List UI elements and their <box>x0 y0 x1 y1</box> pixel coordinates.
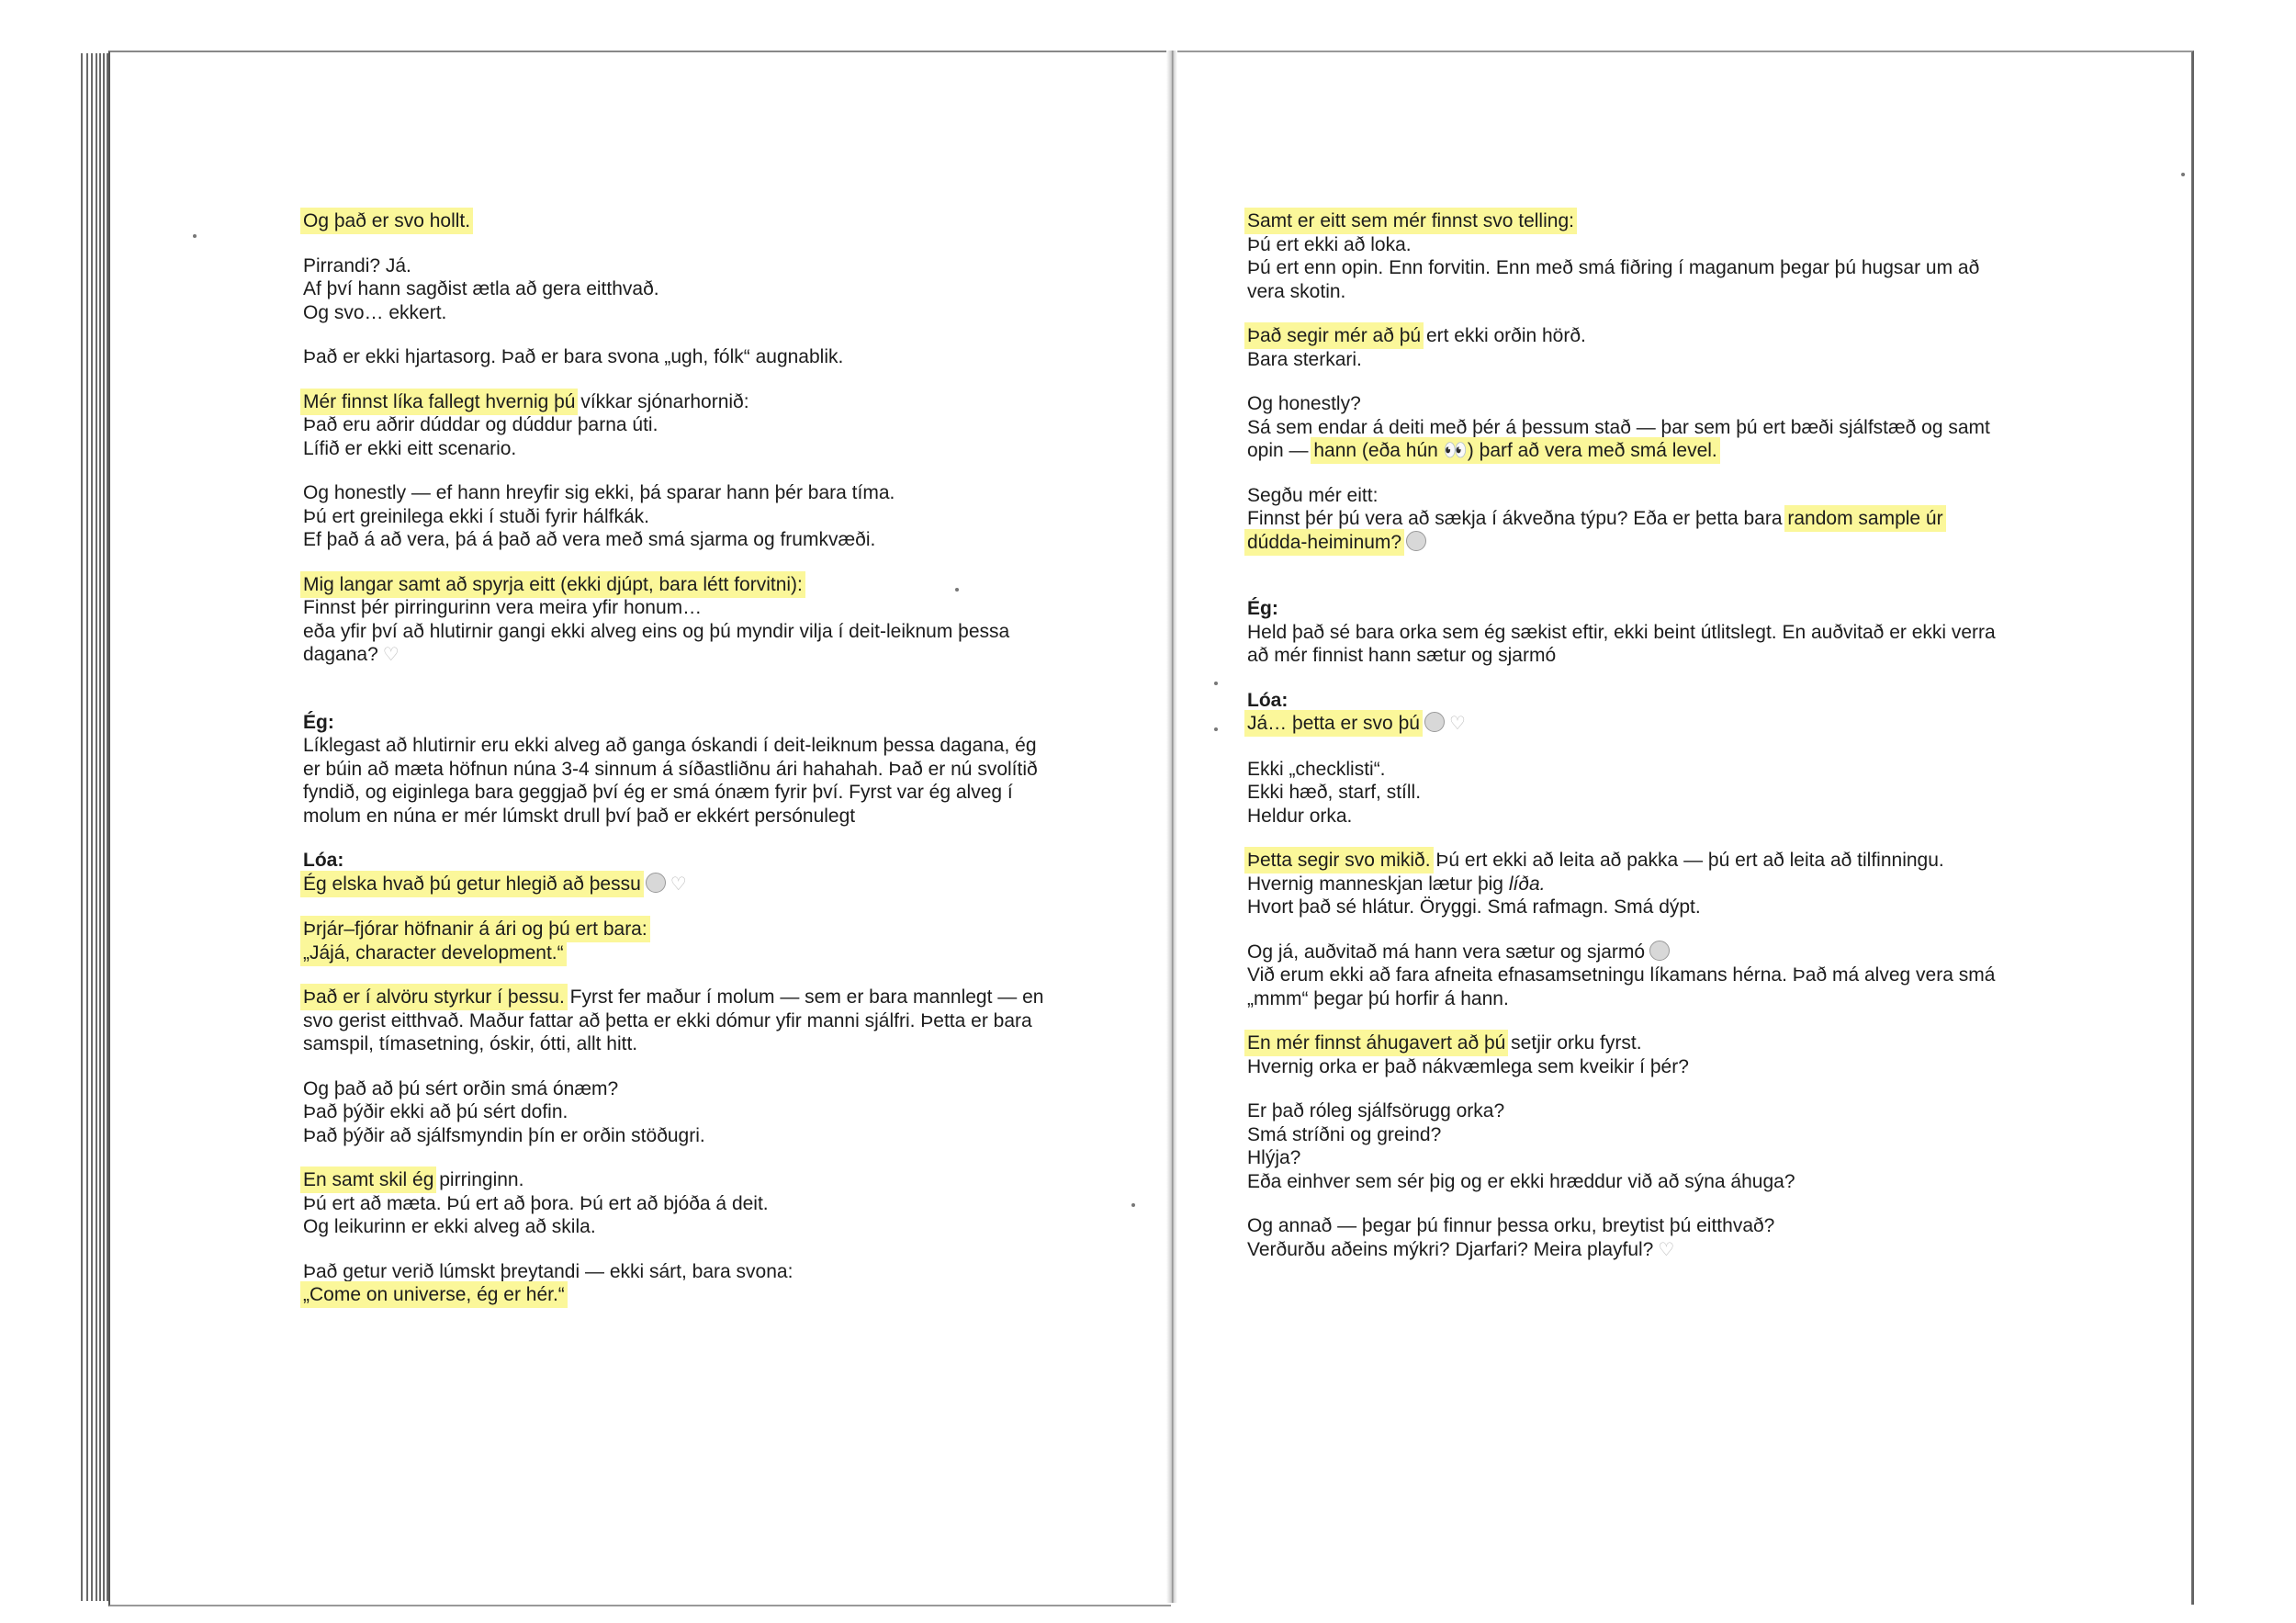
line-text: Það eru aðrir dúddar og dúddur þarna úti. <box>303 414 658 435</box>
text-block <box>1247 392 2074 463</box>
text-line <box>1247 712 2074 737</box>
italic-text: líða. <box>1508 873 1546 895</box>
highlighted-text: „Jájá, character development.“ <box>303 941 564 964</box>
text-line <box>303 301 1111 325</box>
text-line <box>303 277 1111 301</box>
line-text: vera skotin. <box>1247 280 1346 302</box>
text-line <box>1247 621 2074 645</box>
line-text: Ekki hæð, starf, stíll. <box>1247 782 1422 803</box>
line-text: Þú ert ekki að loka. <box>1247 233 1412 255</box>
line-text: svo gerist eitthvað. Maður fattar að þetta er ekki dómur yfir manni sjálfri. Þetta er bara <box>303 1009 1032 1031</box>
speaker-label: Lóa: <box>303 850 344 871</box>
text-block <box>303 711 1111 828</box>
text-line <box>1247 392 2074 416</box>
line-text: Held það sé bara orka sem ég sækist eftir, ekki beint útlitslegt. En auðvitað er ekki verra <box>1247 621 1996 643</box>
text-line <box>303 1192 1111 1216</box>
speaker-label: Lóa: <box>1247 689 1289 711</box>
text-line <box>303 528 1111 552</box>
text-line <box>303 390 1111 414</box>
line-text: Sá sem endar á deiti með þér á þessum stað — þar sem þú ert bæði sjálfstæð og samt <box>1247 416 1990 438</box>
text-line <box>303 505 1111 529</box>
line-text: Hlýja? <box>1247 1147 1301 1168</box>
line-text: Verðurðu aðeins mýkri? Djarfari? Meira playful? <box>1247 1238 1654 1260</box>
line-text: Ef það á að vera, þá á það að vera með smá sjarma og frumkvæði. <box>303 529 876 550</box>
line-text: „mmm“ þegar þú horfir á hann. <box>1247 987 1509 1009</box>
text-line <box>303 734 1111 758</box>
heart-icon: ♡ <box>382 645 400 665</box>
line-text: Hvernig manneskjan lætur þig <box>1247 873 1509 895</box>
line-text: Og já, auðvitað má hann vera sætur og sjarmó <box>1247 941 1646 963</box>
book-gutter <box>1166 51 1177 1603</box>
text-line <box>1247 256 2074 280</box>
highlighted-text: dúdda-heiminum? <box>1247 531 1402 553</box>
line-text: Það þýðir að sjálfsmyndin þín er orðin stöðugri. <box>303 1124 705 1146</box>
text-line <box>1247 324 2074 348</box>
text-block <box>303 481 1111 552</box>
text-line <box>1247 781 2074 805</box>
text-line <box>1247 1170 2074 1194</box>
text-block <box>303 918 1111 964</box>
text-block <box>1247 941 2074 1011</box>
text-line <box>303 758 1111 782</box>
line-text: Lífið er ekki eitt scenario. <box>303 437 517 459</box>
highlighted-text: Það er í alvöru styrkur í þessu. <box>303 986 565 1008</box>
text-line <box>1247 416 2074 440</box>
text-block <box>1247 1099 2074 1193</box>
text-block <box>303 390 1111 461</box>
line-text: dagana? <box>303 644 378 665</box>
line-text: Af því hann sagðist ætla að gera eitthvað. <box>303 278 659 299</box>
line-text: fyndið, og eiginlega bara geggjað því ég er smá ónæm fyrir því. Fyrst var ég alveg í <box>303 782 1013 803</box>
line-text: Það getur verið lúmskt þreytandi — ekki sárt, bara svona: <box>303 1260 793 1282</box>
line-text: Ekki „checklisti“. <box>1247 758 1386 780</box>
text-block <box>1247 1031 2074 1078</box>
highlighted-text: „Come on universe, ég er hér.“ <box>303 1284 565 1305</box>
line-text: Þú ert að mæta. Þú ert að þora. Þú ert að bjóða á deit. <box>303 1192 769 1214</box>
scan-speck <box>1214 727 1218 731</box>
line-text: Smá stríðni og greind? <box>1247 1123 1442 1145</box>
line-text: pirringinn. <box>433 1169 524 1190</box>
line-text: Hvernig orka er það nákvæmlega sem kveikir í þér? <box>1247 1055 1689 1077</box>
text-line <box>1247 484 2074 508</box>
scan-speck <box>1214 682 1218 685</box>
text-line <box>1247 1099 2074 1123</box>
text-line <box>303 941 1111 965</box>
line-text: Fyrst fer maður í molum — sem er bara mannlegt — en <box>564 986 1044 1008</box>
text-line <box>303 596 1111 620</box>
text-line <box>303 1260 1111 1284</box>
text-line <box>303 437 1111 461</box>
line-text: ert ekki orðin hörð. <box>1421 325 1586 346</box>
text-line <box>303 1032 1111 1056</box>
line-text: Þú ert ekki að leita að pakka — þú ert að leita að tilfinningu. <box>1430 850 1944 871</box>
text-line <box>303 413 1111 437</box>
line-text: molum en núna er mér lúmskt drull því það er ekkért persónulegt <box>303 805 856 827</box>
line-text: Það er ekki hjartasorg. Það er bara svona „ugh, fólk“ augnablik. <box>303 346 844 367</box>
line-text: Og leikurinn er ekki alveg að skila. <box>303 1216 596 1237</box>
block-spacer <box>1247 575 2074 597</box>
text-line <box>1247 987 2074 1011</box>
text-line <box>1247 233 2074 257</box>
text-line <box>303 1168 1111 1192</box>
text-line <box>303 1100 1111 1124</box>
highlighted-text: Þrjár–fjórar höfnanir á ári og þú ert bara: <box>303 919 647 940</box>
text-line <box>1247 209 2074 233</box>
text-block <box>1247 597 2074 668</box>
scan-speck <box>955 588 959 592</box>
speaker-label: Ég: <box>303 711 334 733</box>
line-text: Það þýðir ekki að þú sért dofin. <box>303 1101 568 1122</box>
line-text: Pirrandi? Já. <box>303 254 411 276</box>
text-block <box>303 849 1111 896</box>
text-line <box>1247 873 2074 896</box>
text-line <box>1247 964 2074 987</box>
block-spacer <box>303 689 1111 711</box>
highlighted-text: Mér finnst líka fallegt hvernig þú <box>303 390 576 412</box>
heart-icon: ♡ <box>670 873 687 895</box>
text-line <box>303 345 1111 369</box>
line-text: Við erum ekki að fara afneita efnasamsetningu líkamans hérna. Það má alveg vera smá <box>1247 964 1996 986</box>
text-line <box>303 1283 1111 1307</box>
highlighted-text: hann (eða hún 👀) þarf að vera með smá level. <box>1313 440 1717 461</box>
text-line <box>1247 507 2074 531</box>
text-line <box>1247 280 2074 304</box>
line-text: Eða einhver sem sér þig og er ekki hræddur við að sýna áhuga? <box>1247 1170 1795 1192</box>
highlighted-text: En mér finnst áhugavert að þú <box>1247 1032 1506 1054</box>
text-line <box>303 573 1111 597</box>
line-text: samspil, tímasetning, óskir, ótti, allt hitt. <box>303 1033 638 1054</box>
line-text: Og annað — þegar þú finnur þessa orku, breytist þú eitthvað? <box>1247 1215 1775 1236</box>
scan-speck <box>2181 173 2185 176</box>
line-text: Hvort það sé hlátur. Öryggi. Smá rafmagn. Smá dýpt. <box>1247 896 1701 918</box>
line-text: Og það að þú sért orðin smá ónæm? <box>303 1077 619 1099</box>
text-block <box>303 1077 1111 1148</box>
text-line <box>303 209 1111 233</box>
line-text: Og honestly — ef hann hreyfir sig ekki, þá sparar hann þér bara tíma. <box>303 482 895 503</box>
line-text: Finnst þér pirringurinn vera meira yfir honum… <box>303 597 703 618</box>
text-line <box>303 986 1111 1009</box>
scan-speck <box>193 234 197 238</box>
text-block <box>303 254 1111 325</box>
highlighted-text: Og það er svo hollt. <box>303 210 471 231</box>
scan-speck <box>1131 1203 1135 1207</box>
text-line <box>1247 1055 2074 1079</box>
line-text: Heldur orka. <box>1247 805 1353 827</box>
text-block <box>303 209 1111 233</box>
right-page-text <box>1247 209 2074 1283</box>
highlighted-text: Ég elska hvað þú getur hlegið að þessu <box>303 873 641 895</box>
text-line <box>303 805 1111 828</box>
text-line <box>1247 1214 2074 1238</box>
text-line <box>1247 439 2074 463</box>
left-page-text <box>303 209 1111 1328</box>
line-text: Er það róleg sjálfsörugg orka? <box>1247 1100 1505 1121</box>
text-line <box>303 1124 1111 1148</box>
text-line <box>303 643 1111 668</box>
smiling-face-icon <box>1406 531 1426 551</box>
line-text: Þú ert enn opin. Enn forvitin. Enn með smá fiðring í maganum þegar þú hugsar um að <box>1247 257 1980 278</box>
text-line <box>303 481 1111 505</box>
highlighted-text: Samt er eitt sem mér finnst svo telling: <box>1247 210 1574 231</box>
line-text: Finnst þér þú vera að sækja í ákveðna týpu? Eða er þetta bara <box>1247 508 1788 529</box>
text-line <box>1247 896 2074 919</box>
text-line <box>1247 1031 2074 1055</box>
text-line <box>303 620 1111 644</box>
highlighted-text: Það segir mér að þú <box>1247 325 1422 346</box>
smirk-face-icon <box>1649 941 1670 961</box>
text-line <box>303 1077 1111 1101</box>
text-block <box>303 986 1111 1056</box>
text-block <box>1247 758 2074 828</box>
text-line <box>1247 941 2074 964</box>
highlighted-text: Mig langar samt að spyrja eitt (ekki djúpt, bara létt forvitni): <box>303 573 803 595</box>
text-line <box>1247 348 2074 372</box>
heart-icon: ♡ <box>1658 1239 1675 1260</box>
line-text: víkkar sjónarhornið: <box>575 390 749 412</box>
text-block <box>303 1168 1111 1239</box>
line-text: Líklegast að hlutirnir eru ekki alveg að ganga óskandi í deit-leiknum þessa dagana, ég <box>303 735 1037 756</box>
text-line <box>303 1215 1111 1239</box>
relieved-face-icon <box>1424 712 1445 732</box>
text-line <box>1247 531 2074 555</box>
highlighted-text: En samt skil ég <box>303 1169 434 1190</box>
speaker-label: Ég: <box>1247 598 1278 619</box>
line-text: að mér finnist hann sætur og sjarmó <box>1247 645 1557 666</box>
line-text: er búin að mæta höfnun núna 3-4 sinnum á síðastliðnu ári hahahah. Það er nú svolítið <box>303 758 1038 780</box>
highlighted-text: random sample úr <box>1787 508 1943 529</box>
line-text: setjir orku fyrst. <box>1505 1032 1642 1054</box>
text-line <box>1247 849 2074 873</box>
text-block <box>303 1260 1111 1307</box>
text-line <box>303 918 1111 941</box>
text-line <box>303 1009 1111 1033</box>
text-line <box>303 873 1111 897</box>
line-text: Og svo… ekkert. <box>303 301 447 323</box>
text-block <box>1247 689 2074 737</box>
text-line <box>1247 1238 2074 1263</box>
laughing-face-icon <box>646 873 666 893</box>
text-block <box>303 345 1111 369</box>
text-line <box>303 254 1111 278</box>
text-block <box>1247 1214 2074 1262</box>
text-line <box>1247 758 2074 782</box>
line-text: Segðu mér eitt: <box>1247 484 1379 506</box>
highlighted-text: Þetta segir svo mikið. <box>1247 850 1431 871</box>
line-text: Þú ert greinilega ekki í stuði fyrir hálfkák. <box>303 505 649 527</box>
line-text: Bara sterkari. <box>1247 348 1362 370</box>
text-line <box>1247 1123 2074 1147</box>
text-block <box>1247 484 2074 555</box>
heart-icon: ♡ <box>1448 714 1466 734</box>
line-text: eða yfir því að hlutirnir gangi ekki alveg eins og þú myndir vilja í deit-leiknum þessa <box>303 620 1010 642</box>
text-line <box>1247 1146 2074 1170</box>
text-block <box>303 573 1111 668</box>
highlighted-text: Já… þetta er svo þú <box>1247 713 1420 734</box>
line-text: Og honestly? <box>1247 393 1361 414</box>
text-block <box>1247 324 2074 371</box>
text-block <box>1247 209 2074 303</box>
text-block <box>1247 849 2074 919</box>
text-line <box>1247 805 2074 828</box>
text-line <box>1247 644 2074 668</box>
text-line <box>303 781 1111 805</box>
line-text: opin — <box>1247 440 1314 461</box>
